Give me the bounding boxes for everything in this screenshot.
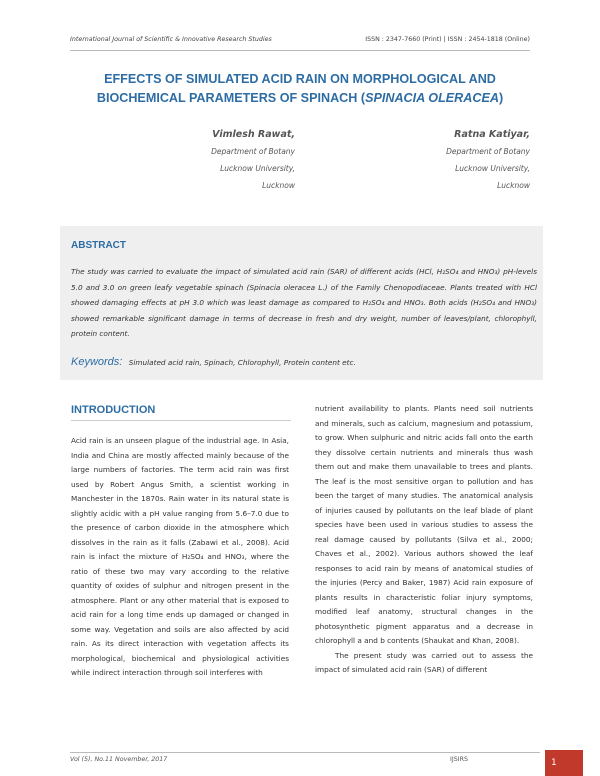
header-divider: [70, 50, 530, 51]
keywords-text: Simulated acid rain, Spinach, Chlorophyll, Protein content etc.: [128, 358, 356, 367]
body-column-left: [71, 434, 289, 681]
abstract-heading: ABSTRACT: [71, 240, 126, 251]
paragraph: Acid rain is an unseen plague of the industrial age. In Asia, India and China are mostly affected mainly because of the large numbers of factories. The term acid rain was first used by Robert Angus Smith, a scientist working in Manchester in the 1870s. Rain water in its natural state is slightly acidic with a pH value ranging from 5.6–7.0 due to the presence of carbon dioxide in the atmosphere which dissolves in the rain as it falls (Zabawi et al., 2008). Acid rain is infact the mixture of H₂SO₄ and HNO₃, where the ratio of these two may vary according to the relative quantity of oxides of sulphur and nitrogen present in the atmosphere. Plant or any other material that is exposed to acid rain for a long time ends up damaged or changed in some way. Vegetation and soils are also affected by acid rain. As its direct interaction with vegetation affects its morphological, biochemical and physiological activities while indirect interaction through soil interferes with: [71, 436, 289, 677]
author-name: Vimlesh Rawat,: [212, 129, 295, 140]
page-header: [70, 36, 530, 48]
paper-title: EFFECTS OF SIMULATED ACID RAIN ON MORPHOLOGICAL AND BIOCHEMICAL PARAMETERS OF SPINACH (SPINACIA OLERACEA): [96, 72, 504, 105]
paragraph: nutrient availability to plants. Plants need soil nutrients and minerals, such as calcium, magnesium and potassium, to grow. When sulphuric and nitric acids fall onto the earth they dissolve certain nutrients and minerals thus wash them out and make them unavailable to trees and plants. The leaf is the most sensitive organ to pollution and has been the target of many studies. The anatomical analysis of injuries caused by pollutants on the leaf blade of plant species have been used in various studies to assess the real damage caused by pollutants (Silva et al., 2000; Chaves et al., 2002). Various authors showed the leaf responses to acid rain by means of anatomical studies of the injuries (Percy and Baker, 1987) Acid rain exposure of plants results in characteristic foliar injury symptoms, modified leaf anatomy, structural changes in the photosynthetic pigment apparatus and a decrease in chlorophyll a and b contents (Shaukat and Khan, 2008).: [315, 404, 533, 645]
author-department: Department of Botany: [211, 147, 295, 156]
paragraph: The present study was carried out to assess the impact of simulated acid rain (SAR) of different: [315, 650, 533, 674]
author-university: Lucknow University,: [220, 164, 295, 173]
keywords-label: Keywords:: [71, 356, 123, 368]
keywords-line: [71, 356, 537, 368]
introduction-heading: INTRODUCTION: [71, 404, 156, 416]
author-block-1: [95, 126, 295, 194]
author-name: Ratna Katiyar,: [454, 129, 530, 140]
page-number-badge: 1: [545, 750, 583, 776]
author-university: Lucknow University,: [455, 164, 530, 173]
page-footer: [70, 756, 540, 768]
author-block-2: [330, 126, 530, 194]
author-city: Lucknow: [262, 181, 295, 190]
species-name: SPINACIA OLERACEA: [365, 91, 499, 105]
author-city: Lucknow: [497, 181, 530, 190]
abstract-text: The study was carried to evaluate the impact of simulated acid rain (SAR) of different acids (HCl, H₂SO₄ and HNO₃) pH-levels 5.0 and 3.0 on green leafy vegetable spinach (Spinacia oleracea L.) of the Family Chenopodiaceae. Plants treated with HCl showed damaging effects at pH 3.0 which was least damage as compared to H₂SO₄ and HNO₃. Both acids (H₂SO₄ and HNO₃) showed remarkable significant damage in terms of decrease in fresh and dry weight, number of leaves/plant, chlorophyll, protein content.: [71, 267, 537, 338]
journal-abbreviation: IJSIRS: [450, 756, 468, 763]
body-column-right: [315, 402, 533, 678]
author-department: Department of Botany: [446, 147, 530, 156]
issue-info: Vol (5), No.11 November, 2017: [70, 756, 168, 763]
introduction-divider: [71, 420, 291, 421]
footer-divider: [70, 752, 540, 753]
journal-name: International Journal of Scientific & Innovative Research Studies: [70, 36, 272, 43]
issn-text: ISSN : 2347-7660 (Print) | ISSN : 2454-1818 (Online): [365, 36, 530, 43]
